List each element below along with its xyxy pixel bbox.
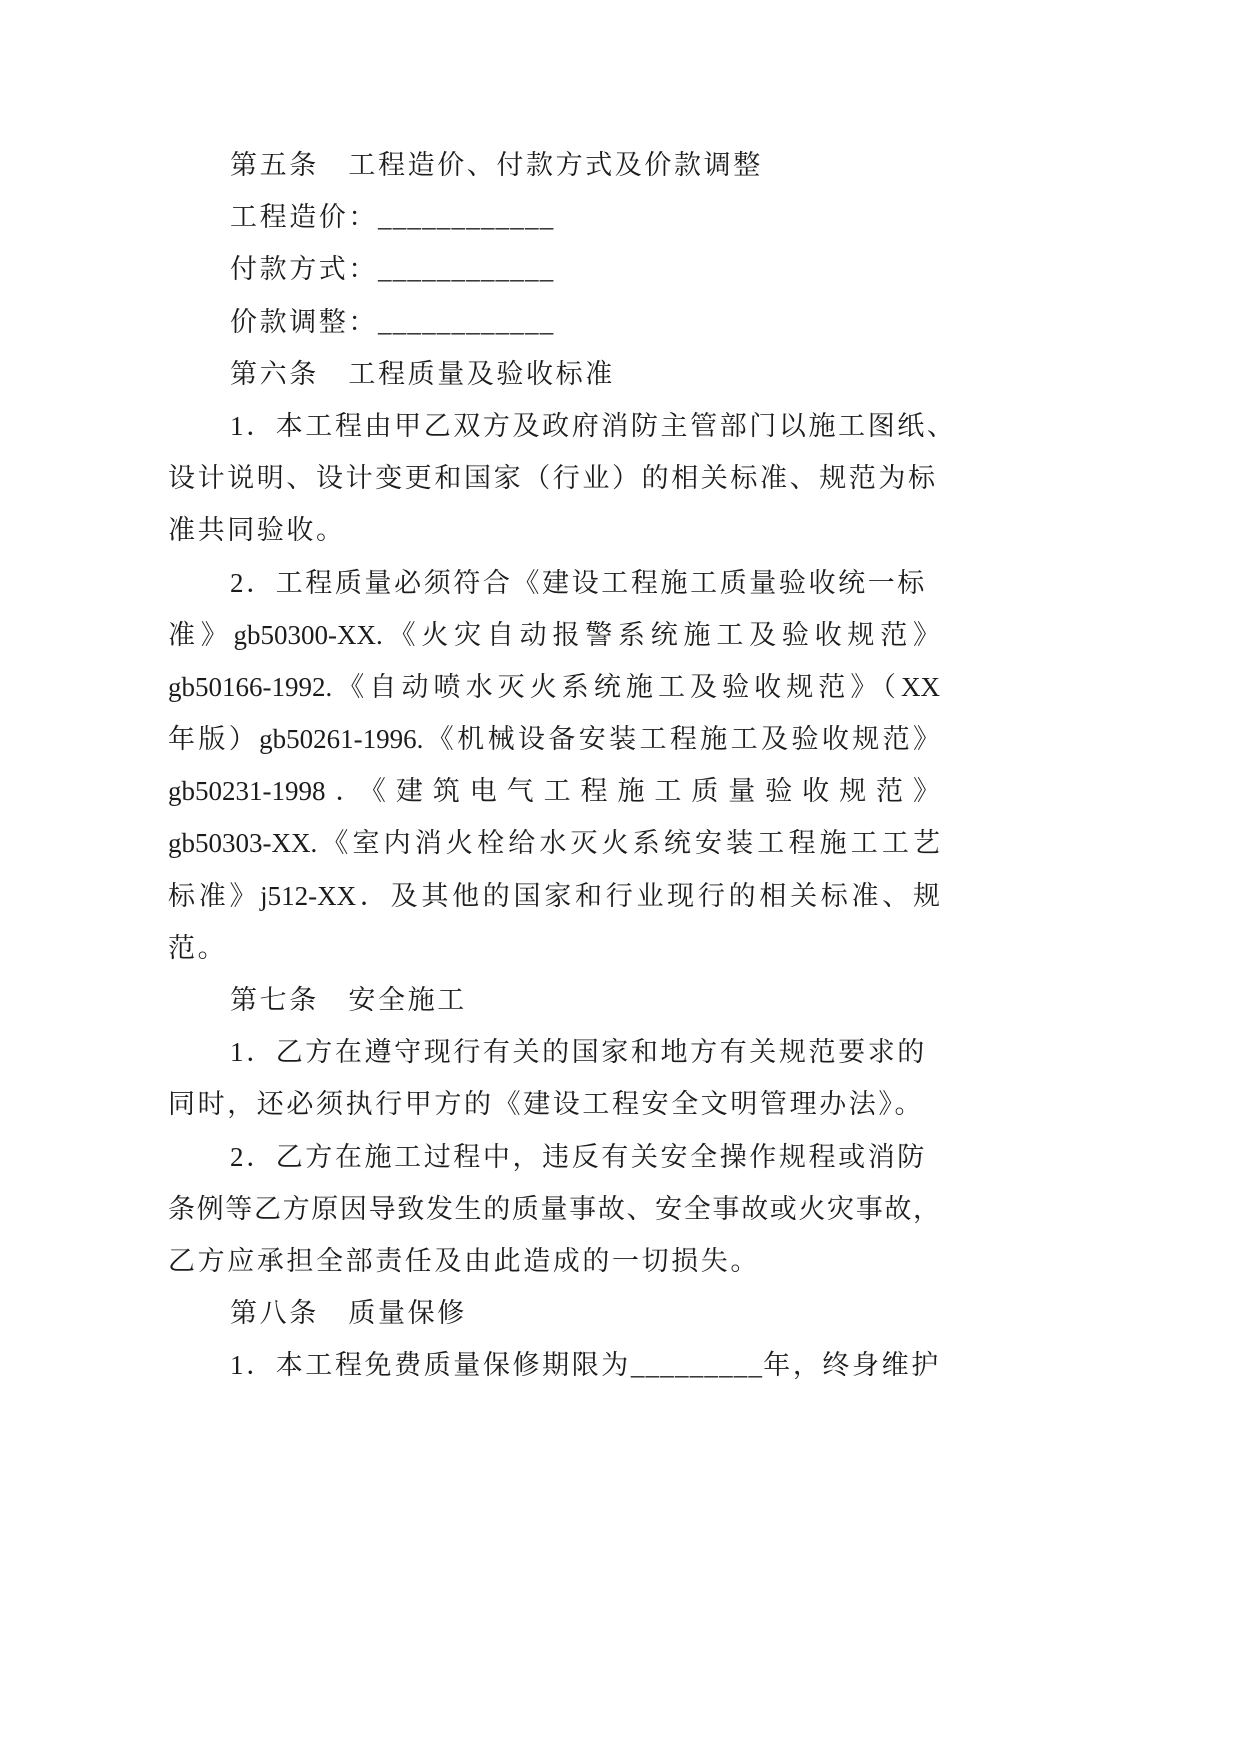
text-line: 1．乙方在遵守现行有关的国家和地方有关规范要求的 bbox=[230, 1037, 927, 1068]
field-label: 付款方式： bbox=[230, 254, 378, 285]
text-line: gb50166-1992.《自动喷水灭火系统施工及验收规范》（XX bbox=[168, 671, 940, 702]
article-7-heading: 第七条 安全施工 bbox=[230, 985, 467, 1015]
article-7 bbox=[168, 974, 940, 1287]
text-line: 准共同验收。 bbox=[168, 515, 346, 546]
article-6 bbox=[168, 348, 957, 974]
fill-in-blank: _________ bbox=[630, 1350, 764, 1381]
field-label: 工程造价： bbox=[230, 202, 378, 233]
text-line: 同时，还必须执行甲方的《建设工程安全文明管理办法》。 bbox=[168, 1089, 925, 1120]
article-5 bbox=[168, 139, 940, 348]
text-line: gb50231-1998．《建筑电气工程施工质量验收规范》 bbox=[168, 776, 940, 807]
text-line: 条例等乙方原因导致发生的质量事故、安全事故或火灾事故， bbox=[168, 1193, 940, 1224]
text-line: 准》gb50300-XX.《火灾自动报警系统施工及验收规范》 bbox=[168, 619, 940, 650]
fill-in-blank: ____________ bbox=[378, 254, 555, 285]
text-line: 2．乙方在施工过程中，违反有关安全操作规程或消防 bbox=[230, 1141, 927, 1172]
article-6-clause-1 bbox=[168, 400, 957, 557]
field-label: 价款调整： bbox=[230, 306, 378, 337]
article-5-heading: 第五条 工程造价、付款方式及价款调整 bbox=[230, 150, 763, 180]
article-7-clause-2 bbox=[168, 1131, 940, 1288]
text-segment: 1．本工程免费质量保修期限为 bbox=[230, 1350, 631, 1381]
text-line: 2．工程质量必须符合《建设工程施工质量验收统一标 bbox=[230, 567, 927, 598]
article-8 bbox=[168, 1287, 940, 1391]
article-8-heading: 第八条 质量保修 bbox=[230, 1298, 467, 1329]
text-line: 年版）gb50261-1996.《机械设备安装工程施工及验收规范》 bbox=[168, 724, 940, 755]
field-price-adjustment bbox=[168, 296, 940, 348]
article-6-heading: 第六条 工程质量及验收标准 bbox=[230, 358, 615, 389]
text-line: gb50303-XX.《室内消火栓给水灭火系统安装工程施工工艺 bbox=[168, 828, 940, 859]
field-project-cost bbox=[168, 191, 940, 243]
fill-in-blank: ____________ bbox=[378, 306, 555, 337]
field-payment-method bbox=[168, 243, 940, 295]
text-line: 乙方应承担全部责任及由此造成的一切损失。 bbox=[168, 1245, 760, 1276]
fill-in-blank: ____________ bbox=[378, 202, 555, 233]
text-line: 标准》j512-XX．及其他的国家和行业现行的相关标准、规 bbox=[168, 880, 940, 911]
article-7-clause-1 bbox=[168, 1026, 940, 1130]
text-line: 范。 bbox=[168, 932, 228, 963]
text-line: 设计说明、设计变更和国家（行业）的相关标准、规范为标 bbox=[168, 463, 938, 494]
document-body bbox=[168, 139, 957, 1392]
article-8-clause-1 bbox=[168, 1339, 940, 1391]
article-6-clause-2 bbox=[168, 557, 940, 975]
text-segment: 年，终身维护 bbox=[763, 1350, 941, 1381]
text-line: 1．本工程由甲乙双方及政府消防主管部门以施工图纸、 bbox=[230, 410, 957, 441]
